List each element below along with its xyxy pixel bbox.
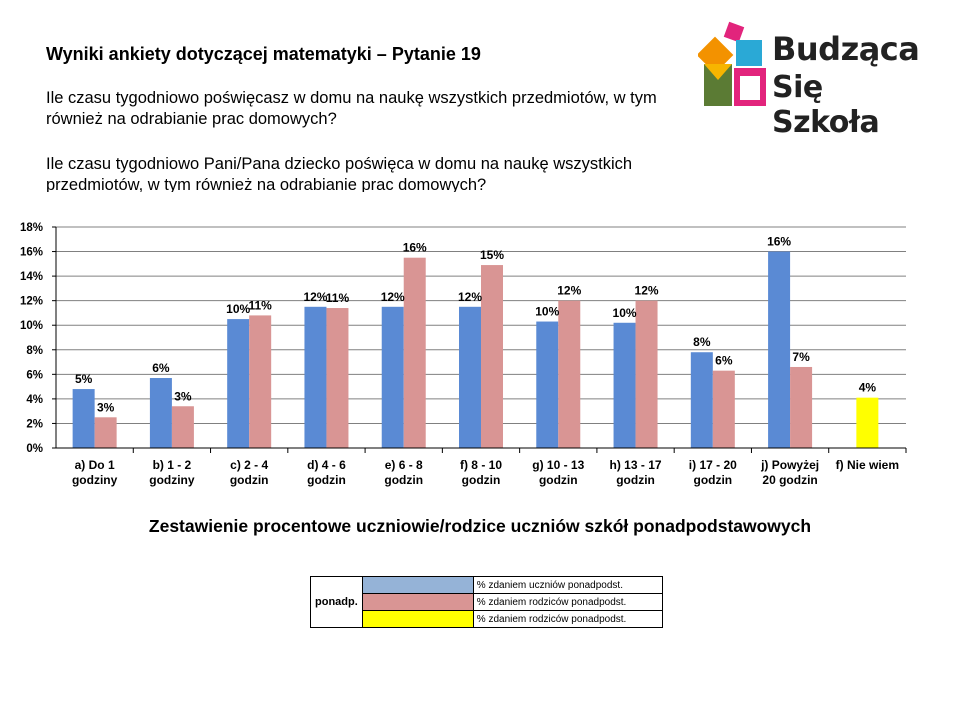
bar-chart	[0, 210, 960, 500]
x-tick-label: c) 2 - 4 godzin	[229, 458, 269, 487]
y-tick-label: 2%	[26, 418, 43, 431]
legend-label-dontknow: % zdaniem rodziców ponadpodst.	[473, 611, 662, 628]
legend-swatch-parents	[362, 594, 473, 611]
data-label: 5%	[74, 372, 93, 387]
data-label: 15%	[479, 248, 505, 263]
data-label: 10%	[535, 304, 560, 319]
bar	[150, 378, 172, 448]
bar	[713, 371, 735, 448]
y-tick-label: 8%	[26, 344, 43, 357]
data-label: 12%	[557, 283, 582, 298]
x-tick-label: d) 4 - 6 godzin	[307, 458, 346, 487]
y-tick-label: 4%	[26, 393, 43, 406]
bar	[249, 315, 271, 448]
y-tick-label: 14%	[19, 271, 43, 284]
data-label: 6%	[715, 353, 733, 368]
x-tick-label: a) Do 1 godziny	[71, 458, 118, 487]
bar	[768, 252, 790, 448]
legend-row	[311, 594, 663, 611]
chart-title: Zestawienie procentowe uczniowie/rodzice uczniów szkół ponadpodstawowych	[148, 516, 812, 536]
bar	[382, 307, 404, 448]
data-label: 10%	[226, 302, 251, 317]
data-label: 12%	[380, 289, 405, 304]
bar	[326, 308, 348, 448]
legend-label-students: % zdaniem uczniów ponadpodst.	[473, 577, 662, 594]
bar	[636, 301, 658, 448]
bar	[459, 307, 481, 448]
y-axis	[20, 222, 56, 455]
x-tick-label: b) 1 - 2 godziny	[149, 458, 195, 487]
bar	[172, 406, 194, 448]
y-tick-label: 12%	[19, 295, 43, 308]
data-label: 3%	[96, 400, 115, 415]
x-tick-label: g) 10 - 13 godzin	[532, 458, 585, 487]
bar	[536, 322, 558, 448]
data-label: 16%	[767, 234, 792, 249]
bar	[404, 258, 426, 448]
data-label: 8%	[693, 335, 711, 350]
x-tick-label: j) Powyżej 20 godzin	[761, 458, 820, 487]
y-tick-label: 0%	[26, 443, 43, 455]
bar	[481, 265, 503, 448]
y-tick-label: 10%	[19, 320, 43, 333]
x-tick-label: f) Nie wiem	[835, 458, 900, 472]
bar	[614, 323, 636, 448]
legend-swatch-students	[362, 577, 473, 594]
x-tick-label: i) 17 - 20 godzin	[688, 458, 737, 487]
legend-label-parents: % zdaniem rodziców ponadpodst.	[473, 594, 662, 611]
y-tick-label: 6%	[26, 369, 43, 382]
legend-swatch-dontknow	[362, 611, 473, 628]
bar	[558, 301, 580, 448]
bar	[73, 389, 95, 448]
data-label: 6%	[152, 361, 170, 376]
data-label: 12%	[457, 289, 483, 304]
logo-line1: Budząca	[772, 30, 920, 68]
question-parent: Ile czasu tygodniowo Pani/Pana dziecko poświęca w domu na naukę wszystkich przedmiotów, w tym również na odrabianie prac domowych?	[46, 155, 633, 192]
bar	[227, 319, 249, 448]
bar	[856, 398, 878, 448]
logo-puzzle-icon	[698, 20, 772, 112]
data-label: 10%	[612, 305, 637, 320]
legend	[310, 576, 663, 628]
question-student: Ile czasu tygodniowo poświęcasz w domu na naukę wszystkich przedmiotów, w tym również na odrabianie prac domowych?	[46, 89, 657, 128]
bar	[304, 307, 326, 448]
x-tick-label: h) 13 - 17 godzin	[609, 458, 662, 487]
data-label: 16%	[402, 240, 427, 255]
bar	[790, 367, 812, 448]
data-label: 12%	[634, 283, 659, 298]
legend-row	[311, 577, 663, 594]
y-tick-label: 16%	[19, 246, 43, 259]
data-label: 12%	[303, 289, 328, 304]
x-tick-label: e) 6 - 8 godzin	[384, 458, 424, 487]
x-tick-label: f) 8 - 10 godzin	[459, 458, 503, 487]
bar	[691, 352, 713, 448]
bar	[95, 417, 117, 448]
data-label: 4%	[858, 380, 877, 395]
y-tick-label: 18%	[19, 222, 43, 234]
data-label: 11%	[325, 291, 350, 306]
legend-row	[311, 611, 663, 628]
slide-title: Wyniki ankiety dotyczącej matematyki – Pytanie 19	[46, 44, 481, 64]
legend-group-label: ponadp.	[311, 577, 363, 628]
logo	[698, 20, 938, 140]
data-label: 7%	[792, 349, 810, 364]
data-label: 11%	[248, 298, 272, 313]
data-label: 3%	[174, 389, 192, 404]
logo-line2: Się Szkoła	[772, 70, 880, 140]
x-axis	[56, 448, 906, 487]
